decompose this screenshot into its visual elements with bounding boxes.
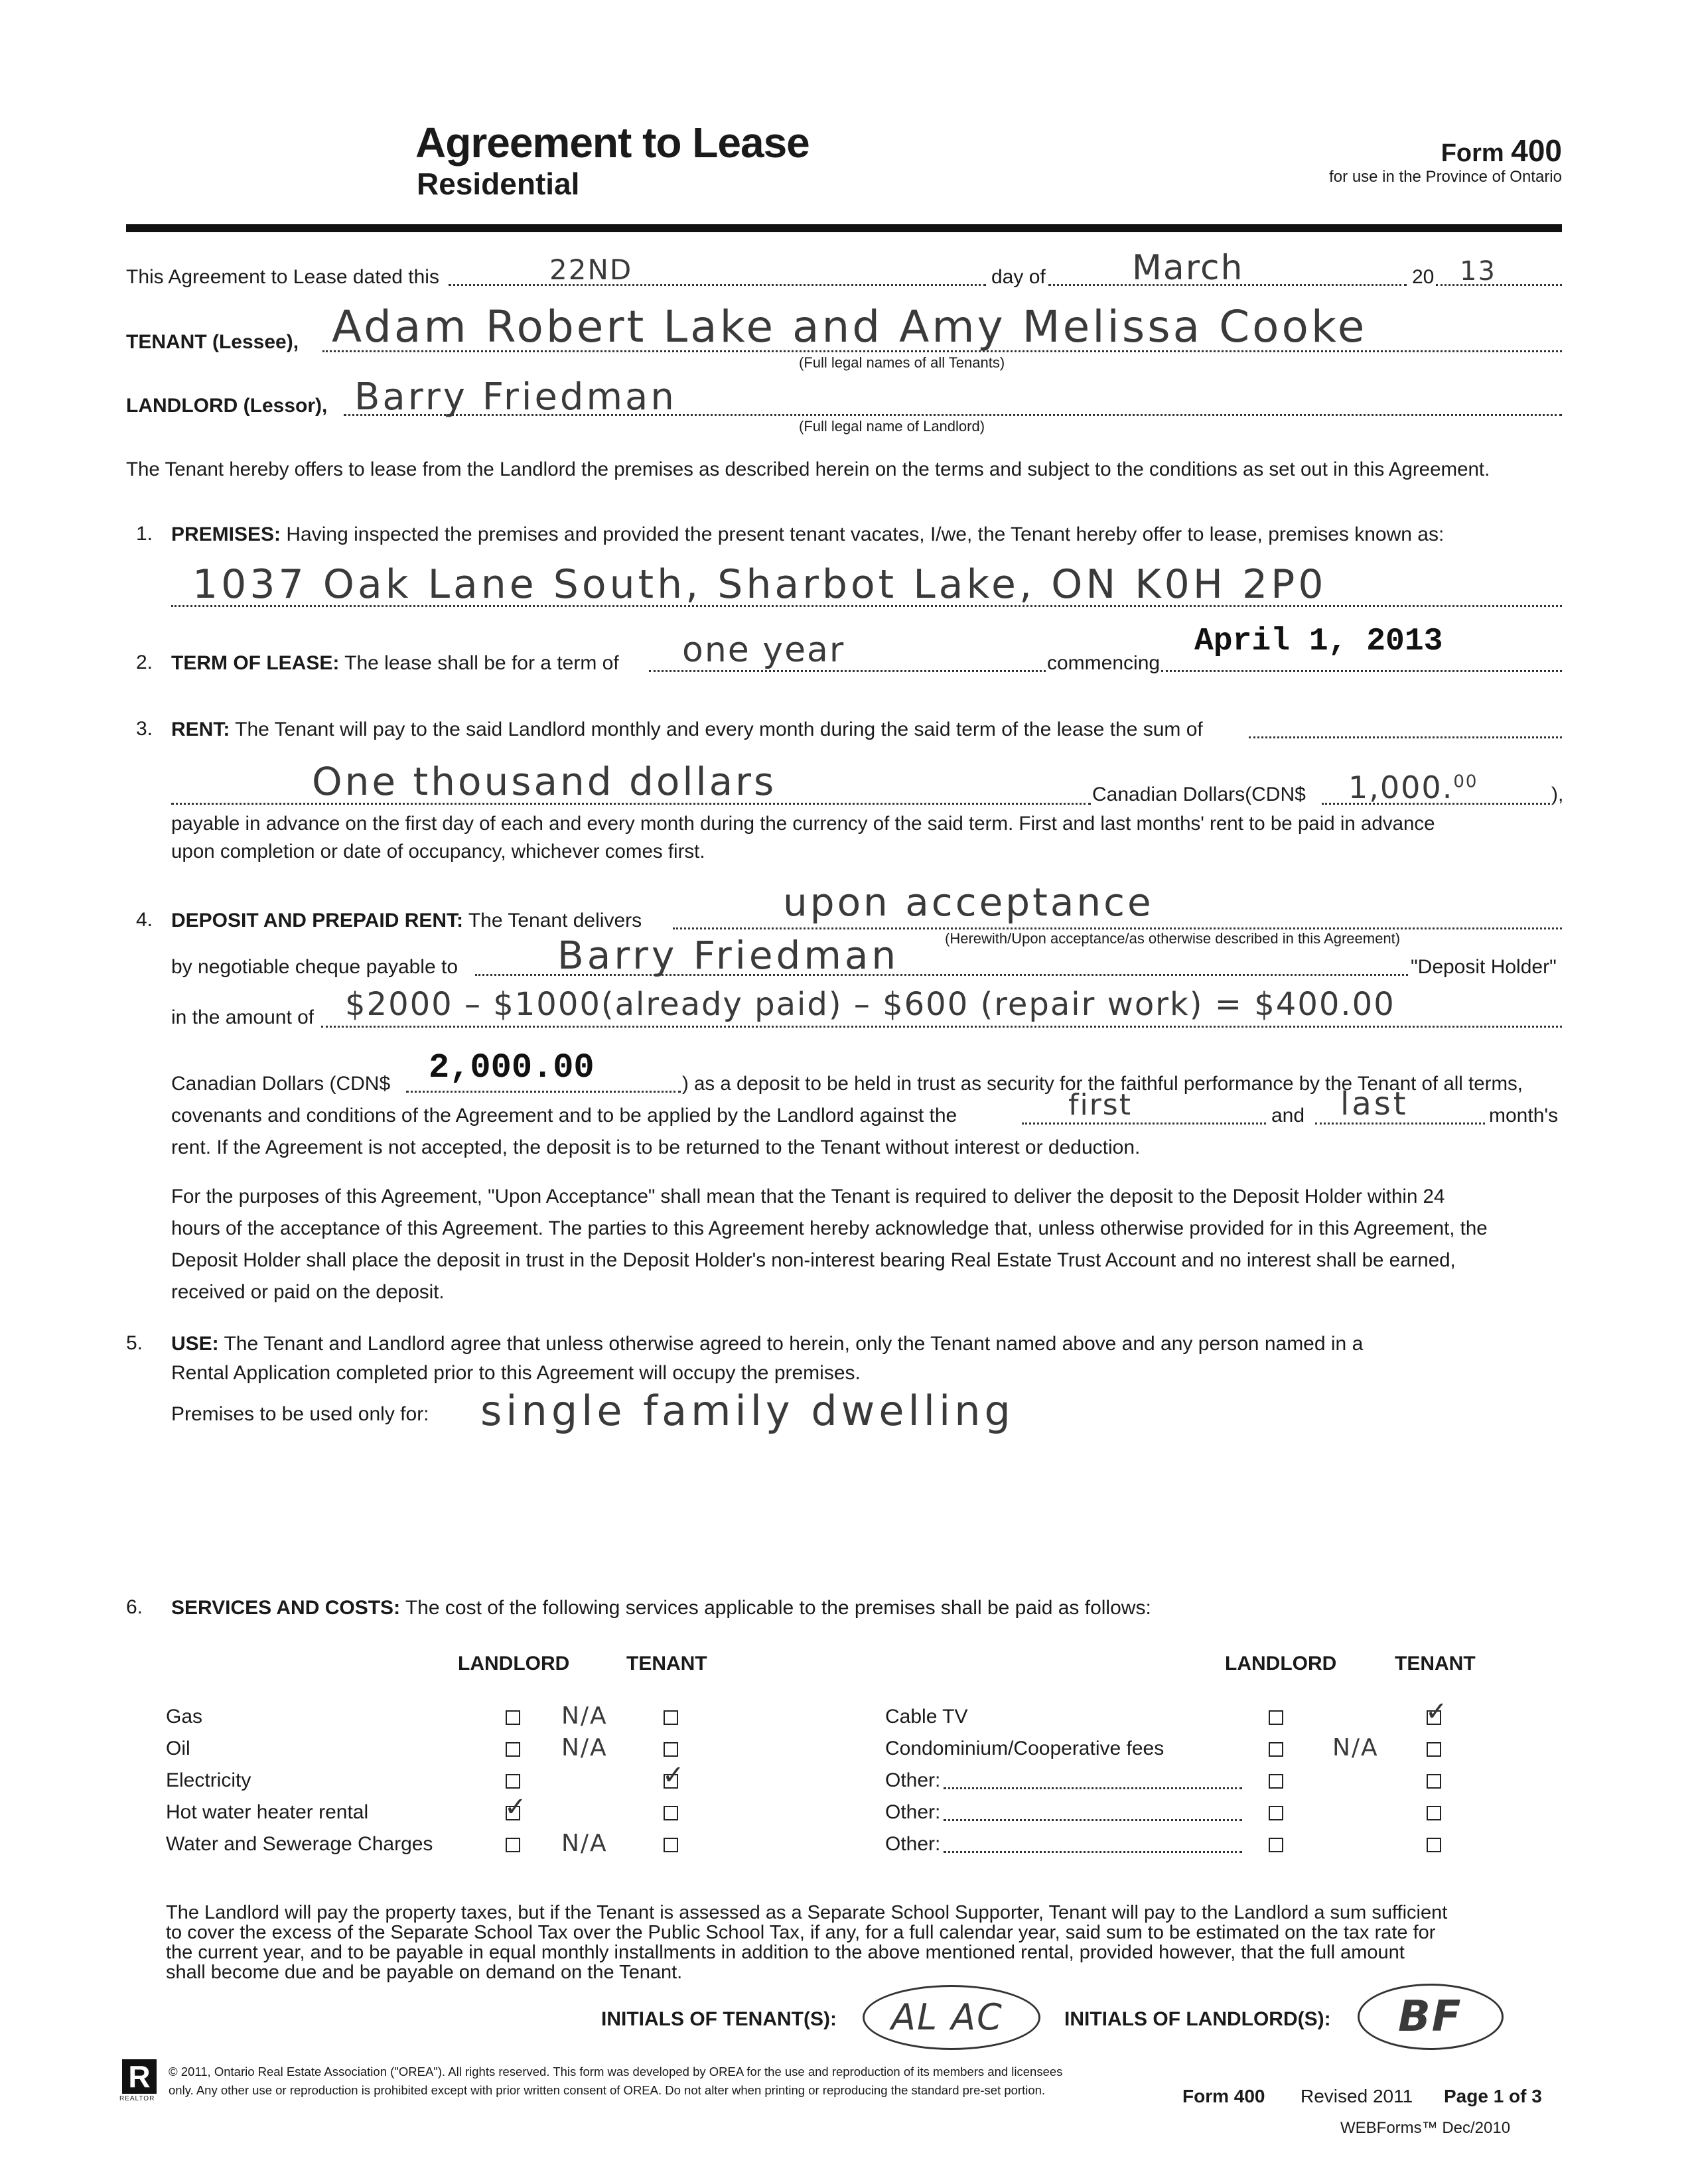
landlord-name: Barry Friedman: [354, 375, 677, 419]
right-service-label: Other:: [885, 1801, 941, 1823]
term-value: one year: [682, 630, 845, 670]
month-value: March: [1132, 248, 1244, 288]
right-service-label: Cable TV: [885, 1706, 968, 1728]
landlord-initials-value: BF: [1398, 1992, 1462, 2041]
rent-amount-value: [1348, 770, 1478, 805]
premises-heading: PREMISES:: [171, 523, 281, 545]
rent-advance-line2: upon completion or date of occupancy, whichever comes first.: [171, 841, 705, 862]
premises-line: [171, 523, 1444, 547]
left-landlord-checkbox[interactable]: [506, 1838, 520, 1852]
currency-label: Canadian Dollars(CDN$: [1092, 784, 1306, 805]
left-landlord-check-mark: ✓: [504, 1792, 527, 1822]
page-subtitle: Residential: [417, 167, 580, 201]
footer-form-label: Form 400: [1182, 2086, 1265, 2106]
section-number-6: 6.: [126, 1596, 143, 1618]
right-service-label: Other:: [885, 1833, 941, 1855]
rent-amount-main: 1,000.: [1348, 770, 1454, 805]
right-tenant-checkbox[interactable]: [1427, 1774, 1441, 1789]
right-landlord-checkbox[interactable]: [1269, 1742, 1283, 1757]
cdn-label: Canadian Dollars (CDN$: [171, 1073, 391, 1095]
services-line: [171, 1596, 1151, 1620]
left-landlord-checkbox[interactable]: [506, 1774, 520, 1789]
rent-advance-line1: payable in advance on the first day of each and every month during the currency of the said term. First and last months' rent to be paid in advance: [171, 813, 1435, 835]
right-landlord-checkbox[interactable]: [1269, 1774, 1283, 1789]
left-tenant-checkbox[interactable]: [664, 1742, 678, 1757]
left-service-label: Electricity: [166, 1769, 251, 1791]
use-text: The Tenant and Landlord agree that unless otherwise agreed to herein, only the Tenant named above and any person named in a: [224, 1333, 1364, 1355]
amount-value: $2000 – $1000(already paid) – $600 (repair work) = $400.00: [345, 986, 1395, 1023]
and-label: and: [1271, 1105, 1305, 1126]
premises-use-value: single family dwelling: [480, 1387, 1015, 1435]
right-service-note: N/A: [1332, 1734, 1379, 1761]
tenant-label: TENANT (Lessee),: [126, 331, 299, 353]
left-service-note: N/A: [561, 1734, 608, 1761]
payee-value: Barry Friedman: [557, 933, 900, 978]
months-label: month's: [1489, 1105, 1559, 1126]
section-number-3: 3.: [136, 718, 153, 740]
cheque-label: by negotiable cheque payable to: [171, 956, 458, 978]
purpose-line1: For the purposes of this Agreement, "Upon Acceptance" shall mean that the Tenant is required to deliver the deposit to the Deposit Holder within 24: [171, 1186, 1445, 1207]
rent-close: ),: [1551, 784, 1564, 805]
header-rule: [126, 224, 1562, 232]
term-line: [171, 651, 619, 675]
landlord-caption: (Full legal name of Landlord): [799, 418, 985, 435]
section-number-5: 5.: [126, 1332, 143, 1354]
left-col-landlord: LANDLORD: [458, 1653, 570, 1674]
day-of-label: day of: [991, 266, 1046, 288]
left-service-note: N/A: [561, 1702, 608, 1730]
year-prefix: 20: [1412, 266, 1435, 288]
right-tenant-checkbox[interactable]: [1427, 1806, 1441, 1820]
premises-text: Having inspected the premises and provided the present tenant vacates, I/we, the Tenant hereby offer to lease, premises known as:: [286, 523, 1445, 545]
form-number-value: 400: [1511, 133, 1562, 168]
start-date: April 1, 2013: [1194, 624, 1443, 659]
left-tenant-checkbox[interactable]: [664, 1838, 678, 1852]
left-service-note: N/A: [561, 1830, 608, 1857]
first-value: first: [1068, 1088, 1132, 1122]
last-value: last: [1340, 1085, 1409, 1123]
section-number-1: 1.: [136, 523, 153, 545]
left-tenant-checkbox[interactable]: [664, 1710, 678, 1725]
tenant-initials-label: INITIALS OF TENANT(S):: [601, 2008, 837, 2030]
right-service-label: Condominium/Cooperative fees: [885, 1738, 1164, 1759]
deposit-heading: DEPOSIT AND PREPAID RENT:: [171, 910, 464, 931]
left-service-label: Oil: [166, 1738, 190, 1759]
right-col-landlord: LANDLORD: [1225, 1653, 1337, 1674]
tax-paragraph: [166, 1903, 1447, 1982]
use-heading: USE:: [171, 1333, 219, 1355]
day-value: 22ND: [549, 253, 633, 286]
right-landlord-checkbox[interactable]: [1269, 1710, 1283, 1725]
premises-use-label: Premises to be used only for:: [171, 1403, 429, 1425]
holder-label: "Deposit Holder": [1411, 956, 1557, 978]
right-col-tenant: TENANT: [1395, 1653, 1476, 1674]
tax-line2: to cover the excess of the Separate School Tax over the Public School Tax, if any, for a full calendar year, said sum to be estimated on the tax rate for: [166, 1922, 1436, 1943]
deposit-delivers-text: The Tenant delivers: [468, 910, 642, 931]
landlord-initials-box[interactable]: [1358, 1984, 1504, 2050]
tax-line3: the current year, and to be payable in equal monthly installments in addition to the above mentioned rental, provided however, that the full amount: [166, 1942, 1405, 1963]
use-line1: [171, 1332, 1363, 1356]
purpose-line4: received or paid on the deposit.: [171, 1281, 445, 1303]
delivery-value: upon acceptance: [783, 880, 1154, 925]
right-landlord-checkbox[interactable]: [1269, 1806, 1283, 1820]
realtor-logo: [122, 2059, 157, 2094]
tax-line4: shall become due and be payable on demand on the Tenant.: [166, 1962, 683, 1983]
year-value: 13: [1460, 256, 1496, 287]
premises-address: 1037 Oak Lane South, Sharbot Lake, ON K0H 2P0: [192, 561, 1327, 608]
services-heading: SERVICES AND COSTS:: [171, 1597, 401, 1619]
right-tenant-checkbox[interactable]: [1427, 1838, 1441, 1852]
footer-page: Page 1 of 3: [1444, 2086, 1542, 2106]
purpose-line3: Deposit Holder shall place the deposit in trust in the Deposit Holder's non-interest bearing Real Estate Trust Account and no interest shall be earned,: [171, 1249, 1456, 1271]
services-text: The cost of the following services applicable to the premises shall be paid as follows:: [405, 1597, 1151, 1619]
left-tenant-check-mark: ✓: [662, 1760, 685, 1791]
rent-amount-cents: 00: [1453, 772, 1478, 792]
rent-line: [171, 718, 1203, 742]
left-tenant-checkbox[interactable]: [664, 1806, 678, 1820]
right-service-label: Other:: [885, 1769, 941, 1791]
realtor-caption: REALTOR: [119, 2095, 155, 2102]
return-text: rent. If the Agreement is not accepted, the deposit is to be returned to the Tenant without interest or deduction.: [171, 1136, 1141, 1158]
copyright-line1: © 2011, Ontario Real Estate Association ("OREA"). All rights reserved. This form was developed by OREA for the use and reproduction of its members and licensees: [169, 2065, 1063, 2079]
cdn-value: 2,000.00: [429, 1048, 595, 1087]
realtor-logo-letter: R: [128, 2059, 151, 2094]
right-landlord-checkbox[interactable]: [1269, 1838, 1283, 1852]
left-landlord-checkbox[interactable]: [506, 1742, 520, 1757]
purpose-line2: hours of the acceptance of this Agreement. The parties to this Agreement hereby acknowledge that, unless otherwise provided for in this Agreement, the: [171, 1217, 1488, 1239]
rent-heading: RENT:: [171, 718, 230, 740]
footer-webforms: WEBForms™ Dec/2010: [1340, 2119, 1511, 2137]
trust-text: ) as a deposit to be held in trust as security for the faithful performance by the Tenant of all terms,: [682, 1073, 1523, 1095]
amount-label: in the amount of: [171, 1006, 315, 1028]
right-tenant-check-mark: ✓: [1425, 1696, 1448, 1727]
landlord-initials-label: INITIALS OF LANDLORD(S):: [1064, 2008, 1331, 2030]
left-service-label: Water and Sewerage Charges: [166, 1833, 433, 1855]
left-service-label: Gas: [166, 1706, 203, 1728]
covenants-text: covenants and conditions of the Agreement and to be applied by the Landlord against the: [171, 1105, 957, 1126]
dated-label: This Agreement to Lease dated this: [126, 266, 439, 288]
copyright-line2: only. Any other use or reproduction is prohibited except with prior written consent of OREA. Do not alter when printing or reproducing the standard pre-set portion.: [169, 2083, 1046, 2097]
rent-amount-words: One thousand dollars: [312, 759, 777, 804]
form-label: Form: [1441, 139, 1504, 167]
tenant-names: Adam Robert Lake and Amy Melissa Cooke: [332, 301, 1368, 352]
section-number-2: 2.: [136, 651, 153, 673]
tenant-initials-value: AL AC: [891, 1996, 1003, 2038]
deposit-line: [171, 909, 642, 933]
footer-revised: Revised 2011: [1301, 2086, 1413, 2106]
left-col-tenant: TENANT: [626, 1653, 707, 1674]
province-note: for use in the Province of Ontario: [1329, 168, 1562, 186]
tax-line1: The Landlord will pay the property taxes, but if the Tenant is assessed as a Separate School Supporter, Tenant will pay to the Landlord a sum sufficient: [166, 1902, 1448, 1923]
term-text: The lease shall be for a term of: [344, 652, 619, 674]
section-number-4: 4.: [136, 909, 153, 931]
delivery-caption: (Herewith/Upon acceptance/as otherwise described in this Agreement): [945, 930, 1401, 947]
tenant-caption: (Full legal names of all Tenants): [799, 354, 1005, 371]
landlord-label: LANDLORD (Lessor),: [126, 395, 328, 417]
use-line2: Rental Application completed prior to this Agreement will occupy the premises.: [171, 1362, 861, 1384]
page-title: Agreement to Lease: [415, 119, 810, 167]
left-service-label: Hot water heater rental: [166, 1801, 369, 1823]
right-tenant-checkbox[interactable]: [1427, 1742, 1441, 1757]
term-heading: TERM OF LEASE:: [171, 652, 340, 674]
commencing-label: commencing: [1047, 652, 1161, 674]
left-landlord-checkbox[interactable]: [506, 1710, 520, 1725]
rent-text: The Tenant will pay to the said Landlord monthly and every month during the said term of the lease the sum of: [235, 718, 1203, 740]
offer-text: The Tenant hereby offers to lease from the Landlord the premises as described herein on the terms and subject to the conditions as set out in this Agreement.: [126, 458, 1490, 480]
form-number: [1441, 133, 1562, 169]
tenant-initials-box[interactable]: [863, 1985, 1040, 2050]
